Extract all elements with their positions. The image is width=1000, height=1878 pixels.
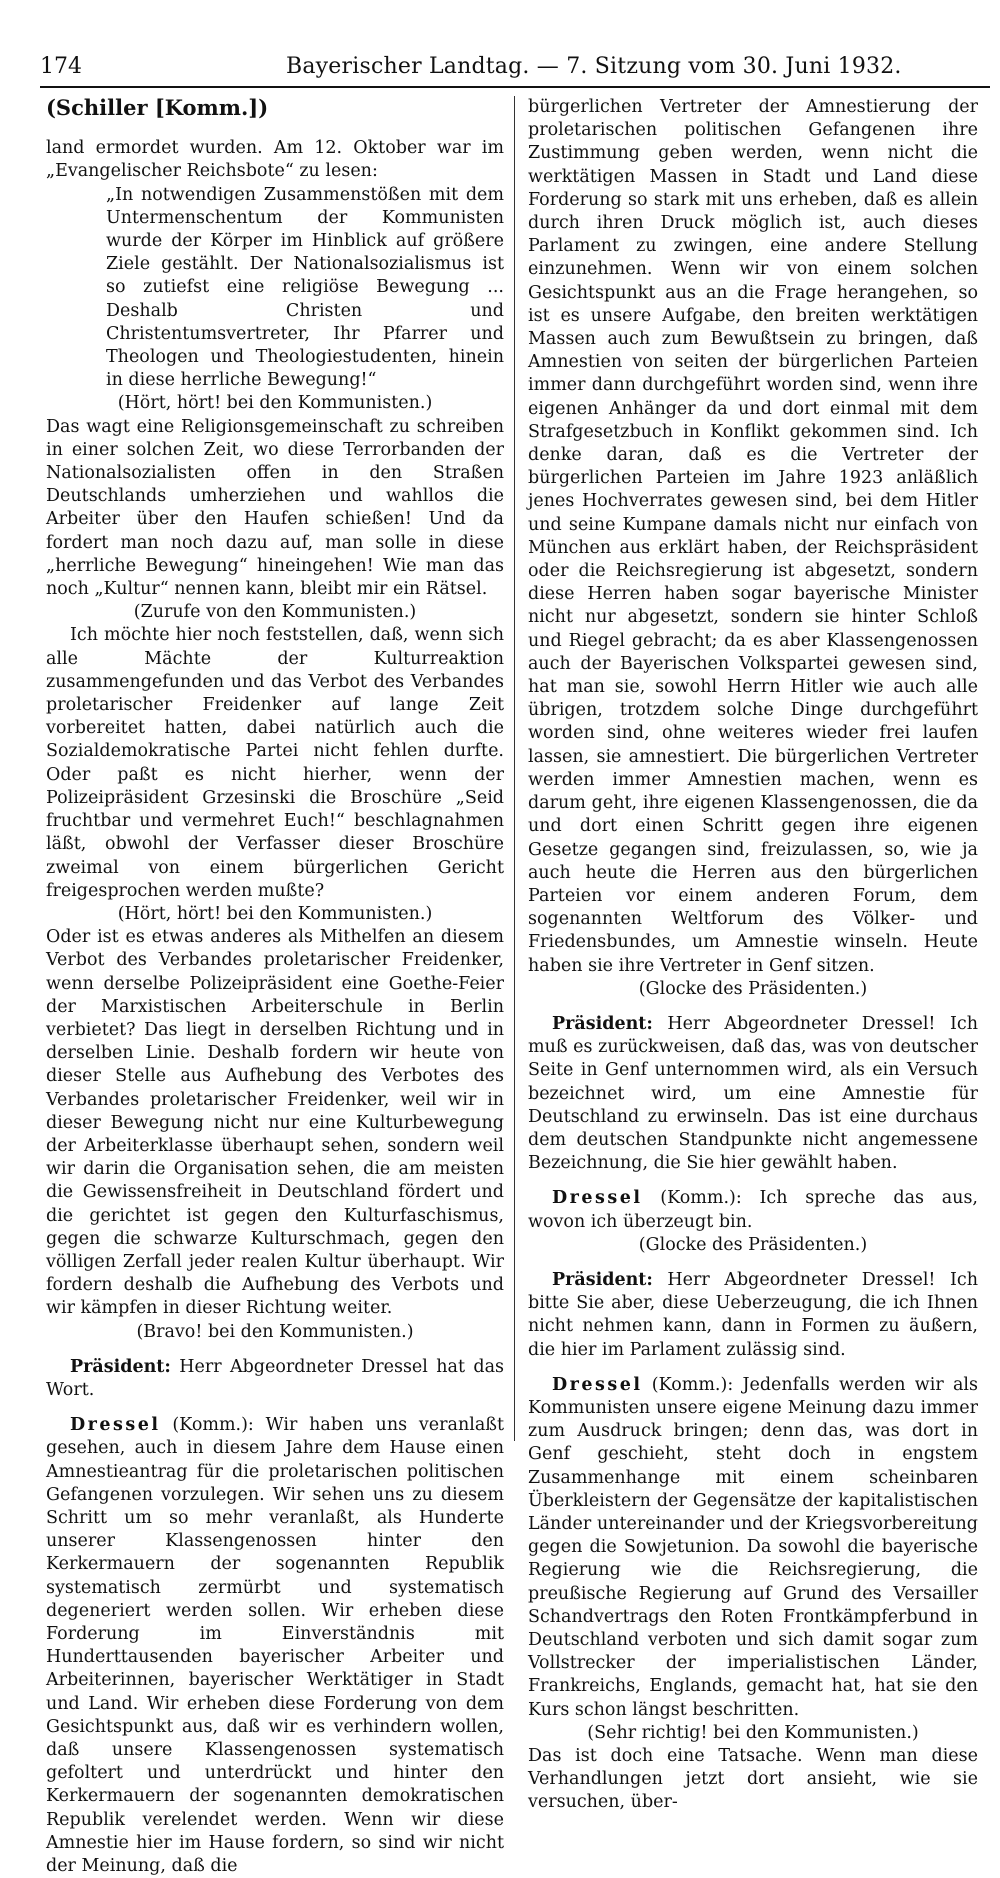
interjection: (Hört, hört! bei den Kommunisten.) [117, 393, 433, 414]
speech-dressel [528, 1374, 978, 1722]
spacer [46, 1402, 504, 1414]
speech-text: (Komm.): Jedenfalls werden wir als Kommunisten unsere eigene Meinung dazu immer zum Ausdruck bringen; denn das, was dort in Genf geschieht, steht doch in engstem Zusammenhange mit einem scheinbaren Überkleistern der Gegensätze der kapitalistischen Länder untereinander und der Kriegsvorbereitung gegen die Sowjetunion. Da sowohl die bayerische Regierung wie die Reichsregierung, die preußische Regierung auf Grund des Versailler Schandvertrags den Roten Frontkämpferbund in Deutschland verboten und sich damit sogar zum Vollstrecker der imperialistischen Länder, Frankreichs, Englands, gemacht hat, hat sie den Kurs schon längst beschritten. [528, 1374, 978, 1720]
speech-text: Herr Abgeordneter Dressel! Ich bitte Sie aber, diese Ueberzeugung, die ich Ihnen nicht nehmen kann, dann in Formen zu äußern, die hier im Parlament zulässig sind. [528, 1269, 978, 1360]
interjection: (Zurufe von den Kommunisten.) [133, 602, 417, 623]
interjection: (Bravo! bei den Kommunisten.) [136, 1321, 414, 1342]
speech-president [528, 1269, 978, 1362]
speaker-name: Präsident: [552, 1269, 653, 1290]
running-title: Bayerischer Landtag. — 7. Sitzung vom 30. Juni 1932. [286, 54, 902, 79]
paragraph: Oder ist es etwas anderes als Mithelfen an diesem Verbot des Verbandes proletarischer Freidenker, wenn derselbe Polizeipräsident eine Goethe-Feier der Marxistischen Arbeiterschule in Berlin verbietet? Das liegt in derselben Richtung und in derselben Linie. Deshalb fordern wir heute von dieser Stelle aus Aufhebung des Verbotes des Verbandes proletarischer Freidenker, weil wir in dieser Bewegung nicht nur eine Kulturbewegung der Arbeiterklasse überhaupt sehen, sondern weil wir darin die Organisation sehen, die am meisten die Gewissensfreiheit in Deutschland fördert und die gerichtet ist gegen den Kulturfaschismus, gegen die schwarze Kulturschmach, gegen den völligen Zerfall jeder realen Kultur überhaupt. Wir fordern deshalb die Aufhebung des Verbots und wir kämpfen in dieser Richtung weiter. [46, 927, 504, 1319]
left-column [46, 96, 504, 1878]
speech-president [46, 1356, 504, 1402]
spacer [528, 1362, 978, 1374]
speaker-name: Präsident: [70, 1356, 171, 1377]
speech-text: (Komm.): Wir haben uns veranlaßt gesehen, auch in diesem Jahre dem Hause einen Amnestieantrag für die proletarischen politischen Gefangenen vorzulegen. Wir sehen uns zu diesem Schritt um so mehr veranlaßt, als Hunderte unserer Klassengenossen hinter den Kerkermauern der sogenannten Republik systematisch zermürbt und systematisch degeneriert werden sollen. Wir erheben diese Forderung im Einverständnis mit Hunderttausenden bayerischer Arbeiter und Arbeiterinnen, bayerischer Werktätiger in Stadt und Land. Wir erheben diese Forderung von dem Gesichtspunkt aus, daß wir es verhindern wollen, daß unsere Klassengenossen systematisch gefoltert und unterdrückt und hinter den Kerkermauern der sogenannten demokratischen Republik verelendet werden. Wenn wir diese Amnestie hier im Hause fordern, so sind wir nicht der Meinung, daß die [46, 1415, 504, 1877]
spacer [528, 1001, 978, 1013]
header-rule [40, 86, 990, 88]
speaker-name: Dressel [70, 1415, 161, 1436]
column-divider [514, 96, 515, 1441]
speaker-name: Dressel [552, 1374, 643, 1395]
speaker-name: Präsident: [552, 1013, 653, 1034]
interjection: (Hört, hört! bei den Kommunisten.) [117, 903, 433, 924]
right-column [528, 96, 978, 1815]
page-number: 174 [40, 54, 82, 79]
speech-dressel [528, 1187, 978, 1233]
interjection: (Glocke des Präsidenten.) [638, 1234, 868, 1255]
speech-text: Herr Abgeordneter Dressel hat das Wort. [46, 1356, 504, 1400]
interjection: (Sehr richtig! bei den Kommunisten.) [587, 1722, 919, 1743]
paragraph: Ich möchte hier noch feststellen, daß, wenn sich alle Mächte der Kulturreaktion zusammengefunden und das Verbot des Verbandes proletarischer Freidenker auf lange Zeit vorbereitet hatten, dabei natürlich auch die Sozialdemokratische Partei nicht fehlen durfte. Oder paßt es nicht hierher, wenn der Polizeipräsident Grzesinski die Broschüre „Seid fruchtbar und vermehret Euch!“ beschlagnahmen läßt, obwohl der Verfasser dieser Broschüre zweimal von einem bürgerlichen Gericht freigesprochen werden mußte? [46, 625, 504, 901]
speech-text: (Komm.): Ich spreche das aus, wovon ich überzeugt bin. [528, 1188, 978, 1232]
interjection: (Glocke des Präsidenten.) [638, 978, 868, 999]
page-header [40, 54, 990, 88]
speaker-name: Dressel [552, 1188, 643, 1209]
speech-dressel [46, 1414, 504, 1878]
spacer [528, 1175, 978, 1187]
speech-text: Herr Abgeordneter Dressel! Ich muß es zurückweisen, daß das, was von deutscher Seite in Genf unternommen wird, als ein Versuch bezeichnet wird, um eine Amnestie für Deutschland zu erwinseln. Das ist eine durchaus dem deutschen Standpunkte nicht angemessene Bezeichnung, die Sie hier gewählt haben. [528, 1013, 978, 1174]
spacer [46, 1344, 504, 1356]
quotation: „In notwendigen Zusammenstößen mit dem Untermenschentum der Kommunisten wurde der Körper im Hinblick auf größere Ziele gestählt. Der Nationalsozialismus ist so zutiefst eine religiöse Bewegung ... Deshalb Christen und Christentumsvertreter, Ihr Pfarrer und Theologen und Theologiestudenten, hinein in diese herrliche Bewegung!“ [106, 184, 504, 391]
paragraph: bürgerlichen Vertreter der Amnestierung der proletarischen politischen Gefangenen ihre Zustimmung geben werden, wenn nicht die werktätigen Massen in Stadt und Land diese Forderung so stark mit uns erheben, daß es allein durch ihren Druck möglich ist, auch dieses Parlament zu zwingen, eine andere Stellung einzunehmen. Wenn wir von einem solchen Gesichtspunkt aus an die Frage herangehen, so ist es unsere Aufgabe, den breiten werktätigen Massen auch zum Bewußtsein zu bringen, daß Amnestien von seiten der bürgerlichen Parteien immer dann durchgeführt worden sind, wenn ihre eigenen Anhänger da und dort einmal mit dem Strafgesetzbuch in Konflikt gekommen sind. Ich denke daran, daß es die Vertreter der bürgerlichen Parteien im Jahre 1923 anläßlich jenes Hochverrates gewesen sind, bei dem Hitler und seine Kumpane damals nicht nur einfach von München aus erklärt haben, der Reichspräsident oder die Reichsregierung ist abgesetzt, sondern diese Herren haben sogar bayerische Minister nicht nur abgesetzt, sondern sie hinter Schloß und Riegel gebracht; da es aber Klassengenossen auch der Bayerischen Volkspartei gewesen sind, hat man sie, sowohl Herrn Hitler wie auch alle übrigen, trotzdem solche Dinge durchgeführt worden sind, ohne weiteres wieder frei laufen lassen, sie amnestiert. Die bürgerlichen Vertreter werden immer Amnestien machen, wenn es darum geht, ihre eigenen Klassengenossen, die da und dort einen Schritt gegen ihre eigenen Gesetze gegangen sind, freizulassen, so, wie ja auch heute die Herren aus den bürgerlichen Parteien vor einem anderen Forum, dem sogenannten Weltforum des Völker- und Friedensbundes, um Amnestie winseln. Heute haben sie ihre Vertreter in Genf sitzen. [528, 97, 978, 976]
speech-president [528, 1013, 978, 1175]
spacer [528, 1257, 978, 1269]
paragraph: land ermordet wurden. Am 12. Oktober war im „Evangelischer Reichsbote“ zu lesen: [46, 138, 504, 182]
continued-speaker-tag: (Schiller [Komm.]) [46, 95, 269, 120]
paragraph: Das wagt eine Religionsgemeinschaft zu schreiben in einer solchen Zeit, wo diese Terrorbanden der Nationalsozialisten offen in den Straßen Deutschlands umherziehen und wahllos die Arbeiter über den Haufen schießen! Und da fordert man noch dazu auf, man solle in diese „herrliche Bewegung“ hineingehen! Wie man das noch „Kultur“ nennen kann, bleibt mir ein Rätsel. [46, 416, 504, 600]
paragraph: Das ist doch eine Tatsache. Wenn man diese Verhandlungen jetzt dort ansieht, wie sie versuchen, über- [528, 1746, 978, 1813]
